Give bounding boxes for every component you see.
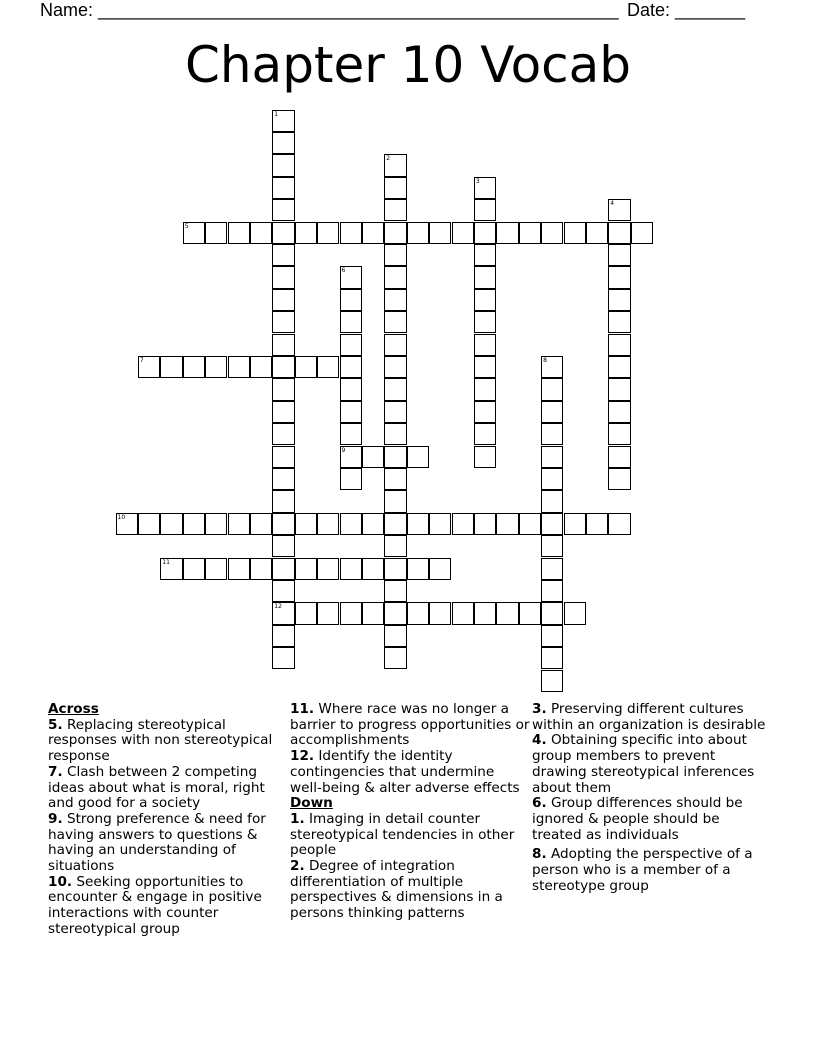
crossword-cell[interactable]: [429, 222, 451, 244]
crossword-cell[interactable]: [474, 244, 496, 266]
crossword-cell[interactable]: [474, 311, 496, 333]
crossword-cell[interactable]: [272, 199, 294, 221]
crossword-cell[interactable]: [474, 446, 496, 468]
crossword-cell[interactable]: [564, 513, 586, 535]
crossword-cell[interactable]: [295, 602, 317, 624]
clue-number: 3.: [532, 701, 547, 717]
clue-across-7: [48, 765, 288, 812]
crossword-cell[interactable]: [272, 423, 294, 445]
clue-number-label: 12: [274, 603, 282, 611]
crossword-cell[interactable]: [272, 110, 294, 132]
crossword-cell[interactable]: [608, 423, 630, 445]
crossword-cell[interactable]: [608, 199, 630, 221]
crossword-cell[interactable]: [340, 468, 362, 490]
down-heading: Down: [290, 795, 333, 812]
crossword-cell[interactable]: [541, 222, 563, 244]
crossword-cell[interactable]: [340, 266, 362, 288]
crossword-cell[interactable]: [317, 513, 339, 535]
crossword-cell[interactable]: [608, 446, 630, 468]
crossword-cell[interactable]: [384, 311, 406, 333]
crossword-cell[interactable]: [272, 378, 294, 400]
crossword-cell[interactable]: [272, 356, 294, 378]
crossword-cell[interactable]: [384, 244, 406, 266]
crossword-cell[interactable]: [608, 401, 630, 423]
crossword-cell[interactable]: [384, 558, 406, 580]
crossword-cell[interactable]: [340, 423, 362, 445]
crossword-cell[interactable]: [541, 513, 563, 535]
crossword-cell[interactable]: [272, 311, 294, 333]
crossword-cell[interactable]: [452, 222, 474, 244]
crossword-cell[interactable]: [362, 558, 384, 580]
clue-number-label: 6: [341, 267, 346, 275]
crossword-cell[interactable]: [272, 132, 294, 154]
clue-number: 5.: [48, 716, 63, 733]
crossword-cell[interactable]: [362, 513, 384, 535]
clue-text: Group differences should be ignored & people should be treated as individuals: [532, 795, 743, 843]
clue-across-12: [290, 749, 530, 796]
crossword-cell[interactable]: [384, 490, 406, 512]
crossword-cell[interactable]: [541, 468, 563, 490]
clue-text: Where race was no longer a barrier to progress opportunities or accomplishments: [290, 701, 530, 749]
clue-across-5: [48, 718, 288, 765]
crossword-cell[interactable]: [384, 334, 406, 356]
clue-text: Clash between 2 competing ideas about what is moral, right and good for a society: [48, 763, 265, 812]
crossword-cell[interactable]: [541, 580, 563, 602]
clue-number: 8.: [532, 846, 547, 863]
crossword-cell[interactable]: [228, 222, 250, 244]
crossword-cell[interactable]: [250, 356, 272, 378]
crossword-cell[interactable]: [340, 222, 362, 244]
crossword-cell[interactable]: [384, 535, 406, 557]
crossword-cell[interactable]: [541, 490, 563, 512]
clue-number: 6.: [532, 795, 547, 812]
crossword-cell[interactable]: [541, 446, 563, 468]
clue-across-11: [290, 702, 530, 749]
crossword-cell[interactable]: [586, 513, 608, 535]
crossword-cell[interactable]: [541, 423, 563, 445]
crossword-cell[interactable]: [608, 222, 630, 244]
crossword-cell[interactable]: [340, 289, 362, 311]
clue-number: 4.: [532, 732, 547, 749]
clue-down-6: [532, 796, 772, 843]
crossword-cell[interactable]: [272, 535, 294, 557]
clue-text: Strong preference & need for having answers to questions & having an understanding of situations: [48, 810, 266, 875]
crossword-cell[interactable]: [295, 558, 317, 580]
crossword-cell[interactable]: [272, 289, 294, 311]
clue-number-label: 2: [386, 155, 391, 163]
crossword-cell[interactable]: [541, 625, 563, 647]
crossword-cell[interactable]: [317, 602, 339, 624]
crossword-cell[interactable]: [160, 513, 182, 535]
clue-text: Imaging in detail counter stereotypical tendencies in other people: [290, 810, 515, 859]
crossword-cell[interactable]: [586, 222, 608, 244]
crossword-cell[interactable]: [564, 222, 586, 244]
crossword-cell[interactable]: [608, 266, 630, 288]
crossword-cell[interactable]: [317, 356, 339, 378]
crossword-cell[interactable]: [407, 558, 429, 580]
crossword-cell[interactable]: [183, 513, 205, 535]
crossword-cell[interactable]: [272, 625, 294, 647]
crossword-cell[interactable]: [272, 244, 294, 266]
crossword-cell[interactable]: [541, 378, 563, 400]
crossword-cell[interactable]: [474, 513, 496, 535]
crossword-cell[interactable]: [340, 356, 362, 378]
clue-text: Identify the identity contingencies that undermine well-being & alter adverse effects: [290, 748, 520, 796]
clue-text: Adopting the perspective of a person who is a member of a stereotype group: [532, 846, 753, 894]
crossword-cell[interactable]: [541, 535, 563, 557]
date-field[interactable]: Date: _______: [627, 0, 746, 20]
crossword-cell[interactable]: [272, 468, 294, 490]
crossword-cell[interactable]: [317, 558, 339, 580]
clue-number-label: 7: [139, 356, 144, 364]
crossword-cell[interactable]: [474, 199, 496, 221]
crossword-cell[interactable]: [496, 222, 518, 244]
page-title: Chapter 10 Vocab: [184, 36, 632, 94]
crossword-cell[interactable]: [272, 513, 294, 535]
clue-across-9: [48, 812, 288, 875]
clue-number: 7.: [48, 763, 63, 780]
crossword-cell[interactable]: [541, 558, 563, 580]
crossword-cell[interactable]: [474, 378, 496, 400]
crossword-cell[interactable]: [362, 222, 384, 244]
crossword-cell[interactable]: [384, 468, 406, 490]
crossword-cell[interactable]: [317, 222, 339, 244]
crossword-cell[interactable]: [608, 334, 630, 356]
crossword-cell[interactable]: [384, 222, 406, 244]
clue-number: 11.: [290, 701, 315, 717]
crossword-cell[interactable]: [452, 602, 474, 624]
crossword-cell[interactable]: [608, 356, 630, 378]
crossword-cell[interactable]: [608, 513, 630, 535]
clue-number: 9.: [48, 810, 63, 827]
crossword-cell[interactable]: [384, 513, 406, 535]
clue-number-label: 10: [117, 513, 126, 521]
crossword-cell[interactable]: [384, 401, 406, 423]
clue-number: 2.: [290, 858, 305, 875]
crossword-cell[interactable]: [384, 356, 406, 378]
crossword-cell[interactable]: [541, 670, 563, 692]
clue-text: Preserving different cultures within an organization is desirable: [532, 701, 766, 733]
crossword-cell[interactable]: [496, 602, 518, 624]
crossword-cell[interactable]: [384, 266, 406, 288]
crossword-cell[interactable]: [384, 625, 406, 647]
crossword-cell[interactable]: [474, 266, 496, 288]
crossword-cell[interactable]: [564, 602, 586, 624]
crossword-cell[interactable]: [407, 222, 429, 244]
crossword-cell[interactable]: [384, 154, 406, 176]
crossword-cell[interactable]: [541, 602, 563, 624]
crossword-cell[interactable]: [384, 289, 406, 311]
clue-across-10: [48, 875, 288, 938]
crossword-cell[interactable]: [474, 177, 496, 199]
clue-number-label: 3: [475, 177, 480, 185]
crossword-cell[interactable]: [474, 602, 496, 624]
crossword-cell[interactable]: [340, 401, 362, 423]
crossword-cell[interactable]: [519, 602, 541, 624]
crossword-cell[interactable]: [631, 222, 653, 244]
crossword-cell[interactable]: [160, 558, 182, 580]
crossword-cell[interactable]: [407, 513, 429, 535]
clue-number: 10.: [48, 873, 73, 890]
crossword-cell[interactable]: [340, 334, 362, 356]
crossword-cell[interactable]: [228, 356, 250, 378]
crossword-cell[interactable]: [429, 513, 451, 535]
crossword-cell[interactable]: [429, 558, 451, 580]
crossword-cell[interactable]: [205, 513, 227, 535]
crossword-cell[interactable]: [205, 222, 227, 244]
crossword-cell[interactable]: [295, 356, 317, 378]
crossword-cell[interactable]: [429, 602, 451, 624]
crossword-cell[interactable]: [384, 647, 406, 669]
crossword-cell[interactable]: [519, 513, 541, 535]
crossword-cell[interactable]: [205, 356, 227, 378]
crossword-cell[interactable]: [250, 222, 272, 244]
crossword-cell[interactable]: [541, 647, 563, 669]
clue-text: Replacing stereotypical responses with non stereotypical response: [48, 716, 273, 765]
crossword-cell[interactable]: [541, 356, 563, 378]
crossword-cell[interactable]: [496, 513, 518, 535]
clue-number: 1.: [290, 810, 305, 827]
crossword-cell[interactable]: [474, 401, 496, 423]
crossword-cell[interactable]: [340, 378, 362, 400]
crossword-cell[interactable]: [340, 513, 362, 535]
crossword-cell[interactable]: [272, 490, 294, 512]
crossword-cell[interactable]: [384, 446, 406, 468]
crossword-cell[interactable]: [474, 423, 496, 445]
clue-number: 12.: [290, 748, 315, 765]
crossword-cell[interactable]: [183, 222, 205, 244]
crossword-cell[interactable]: [272, 334, 294, 356]
clue-number-label: 5: [184, 222, 189, 230]
crossword-cell[interactable]: [250, 513, 272, 535]
name-field[interactable]: Name: ____________________________________________________: [40, 0, 619, 20]
clue-down-8: [532, 847, 772, 894]
crossword-cell[interactable]: [608, 244, 630, 266]
crossword-cell[interactable]: [474, 356, 496, 378]
crossword-cell[interactable]: [272, 580, 294, 602]
crossword-cell[interactable]: [228, 513, 250, 535]
crossword-cell[interactable]: [384, 602, 406, 624]
crossword-cell[interactable]: [340, 311, 362, 333]
crossword-cell[interactable]: [541, 401, 563, 423]
crossword-cell[interactable]: [272, 446, 294, 468]
crossword-cell[interactable]: [384, 423, 406, 445]
clue-number-label: 4: [610, 200, 615, 208]
crossword-cell[interactable]: [272, 222, 294, 244]
crossword-cell[interactable]: [362, 446, 384, 468]
clue-number-label: 9: [341, 446, 346, 454]
crossword-cell[interactable]: [362, 602, 384, 624]
clue-down-1: [290, 812, 530, 859]
crossword-cell[interactable]: [272, 266, 294, 288]
crossword-cell[interactable]: [138, 513, 160, 535]
crossword-cell[interactable]: [384, 199, 406, 221]
crossword-cell[interactable]: [340, 558, 362, 580]
crossword-cell[interactable]: [272, 401, 294, 423]
across-heading: Across: [48, 701, 99, 717]
crossword-cell[interactable]: [295, 513, 317, 535]
clues-column-3: [532, 702, 772, 894]
crossword-cell[interactable]: [183, 356, 205, 378]
crossword-cell[interactable]: [608, 468, 630, 490]
crossword-cell[interactable]: [205, 558, 227, 580]
crossword-cell[interactable]: [407, 446, 429, 468]
clue-text: Degree of integration differentiation of multiple perspectives & dimensions in a persons thinking patterns: [290, 858, 503, 922]
crossword-cell[interactable]: [340, 446, 362, 468]
crossword-cell[interactable]: [250, 558, 272, 580]
crossword-cell[interactable]: [138, 356, 160, 378]
crossword-cell[interactable]: [116, 513, 138, 535]
clue-number-label: 8: [543, 356, 547, 364]
crossword-cell[interactable]: [295, 222, 317, 244]
crossword-cell[interactable]: [608, 289, 630, 311]
clue-number-label: 11: [162, 558, 170, 566]
crossword-cell[interactable]: [608, 378, 630, 400]
clue-down-2: [290, 859, 530, 922]
crossword-cell[interactable]: [272, 154, 294, 176]
crossword-cell[interactable]: [272, 647, 294, 669]
crossword-cell[interactable]: [407, 602, 429, 624]
crossword-cell[interactable]: [608, 311, 630, 333]
crossword-cell[interactable]: [384, 378, 406, 400]
crossword-cell[interactable]: [384, 177, 406, 199]
crossword-cell[interactable]: [474, 334, 496, 356]
clue-text: Obtaining specific into about group members to prevent drawing stereotypical inferences about them: [532, 732, 755, 796]
crossword-cell[interactable]: [272, 602, 294, 624]
crossword-cell[interactable]: [474, 289, 496, 311]
crossword-cell[interactable]: [384, 580, 406, 602]
clue-down-4: [532, 733, 772, 796]
crossword-cell[interactable]: [183, 558, 205, 580]
clues-column-2: [290, 702, 530, 922]
crossword-cell[interactable]: [160, 356, 182, 378]
crossword-cell[interactable]: [272, 177, 294, 199]
crossword-cell[interactable]: [452, 513, 474, 535]
crossword-cell[interactable]: [519, 222, 541, 244]
crossword-cell[interactable]: [272, 558, 294, 580]
crossword-cell[interactable]: [228, 558, 250, 580]
clue-number-label: 1: [274, 110, 279, 118]
clue-down-3: [532, 702, 772, 733]
clues-column-1: [48, 702, 288, 938]
crossword-cell[interactable]: [474, 222, 496, 244]
crossword-cell[interactable]: [340, 602, 362, 624]
clue-text: Seeking opportunities to encounter & engage in positive interactions with counter stereotypical group: [48, 873, 262, 937]
